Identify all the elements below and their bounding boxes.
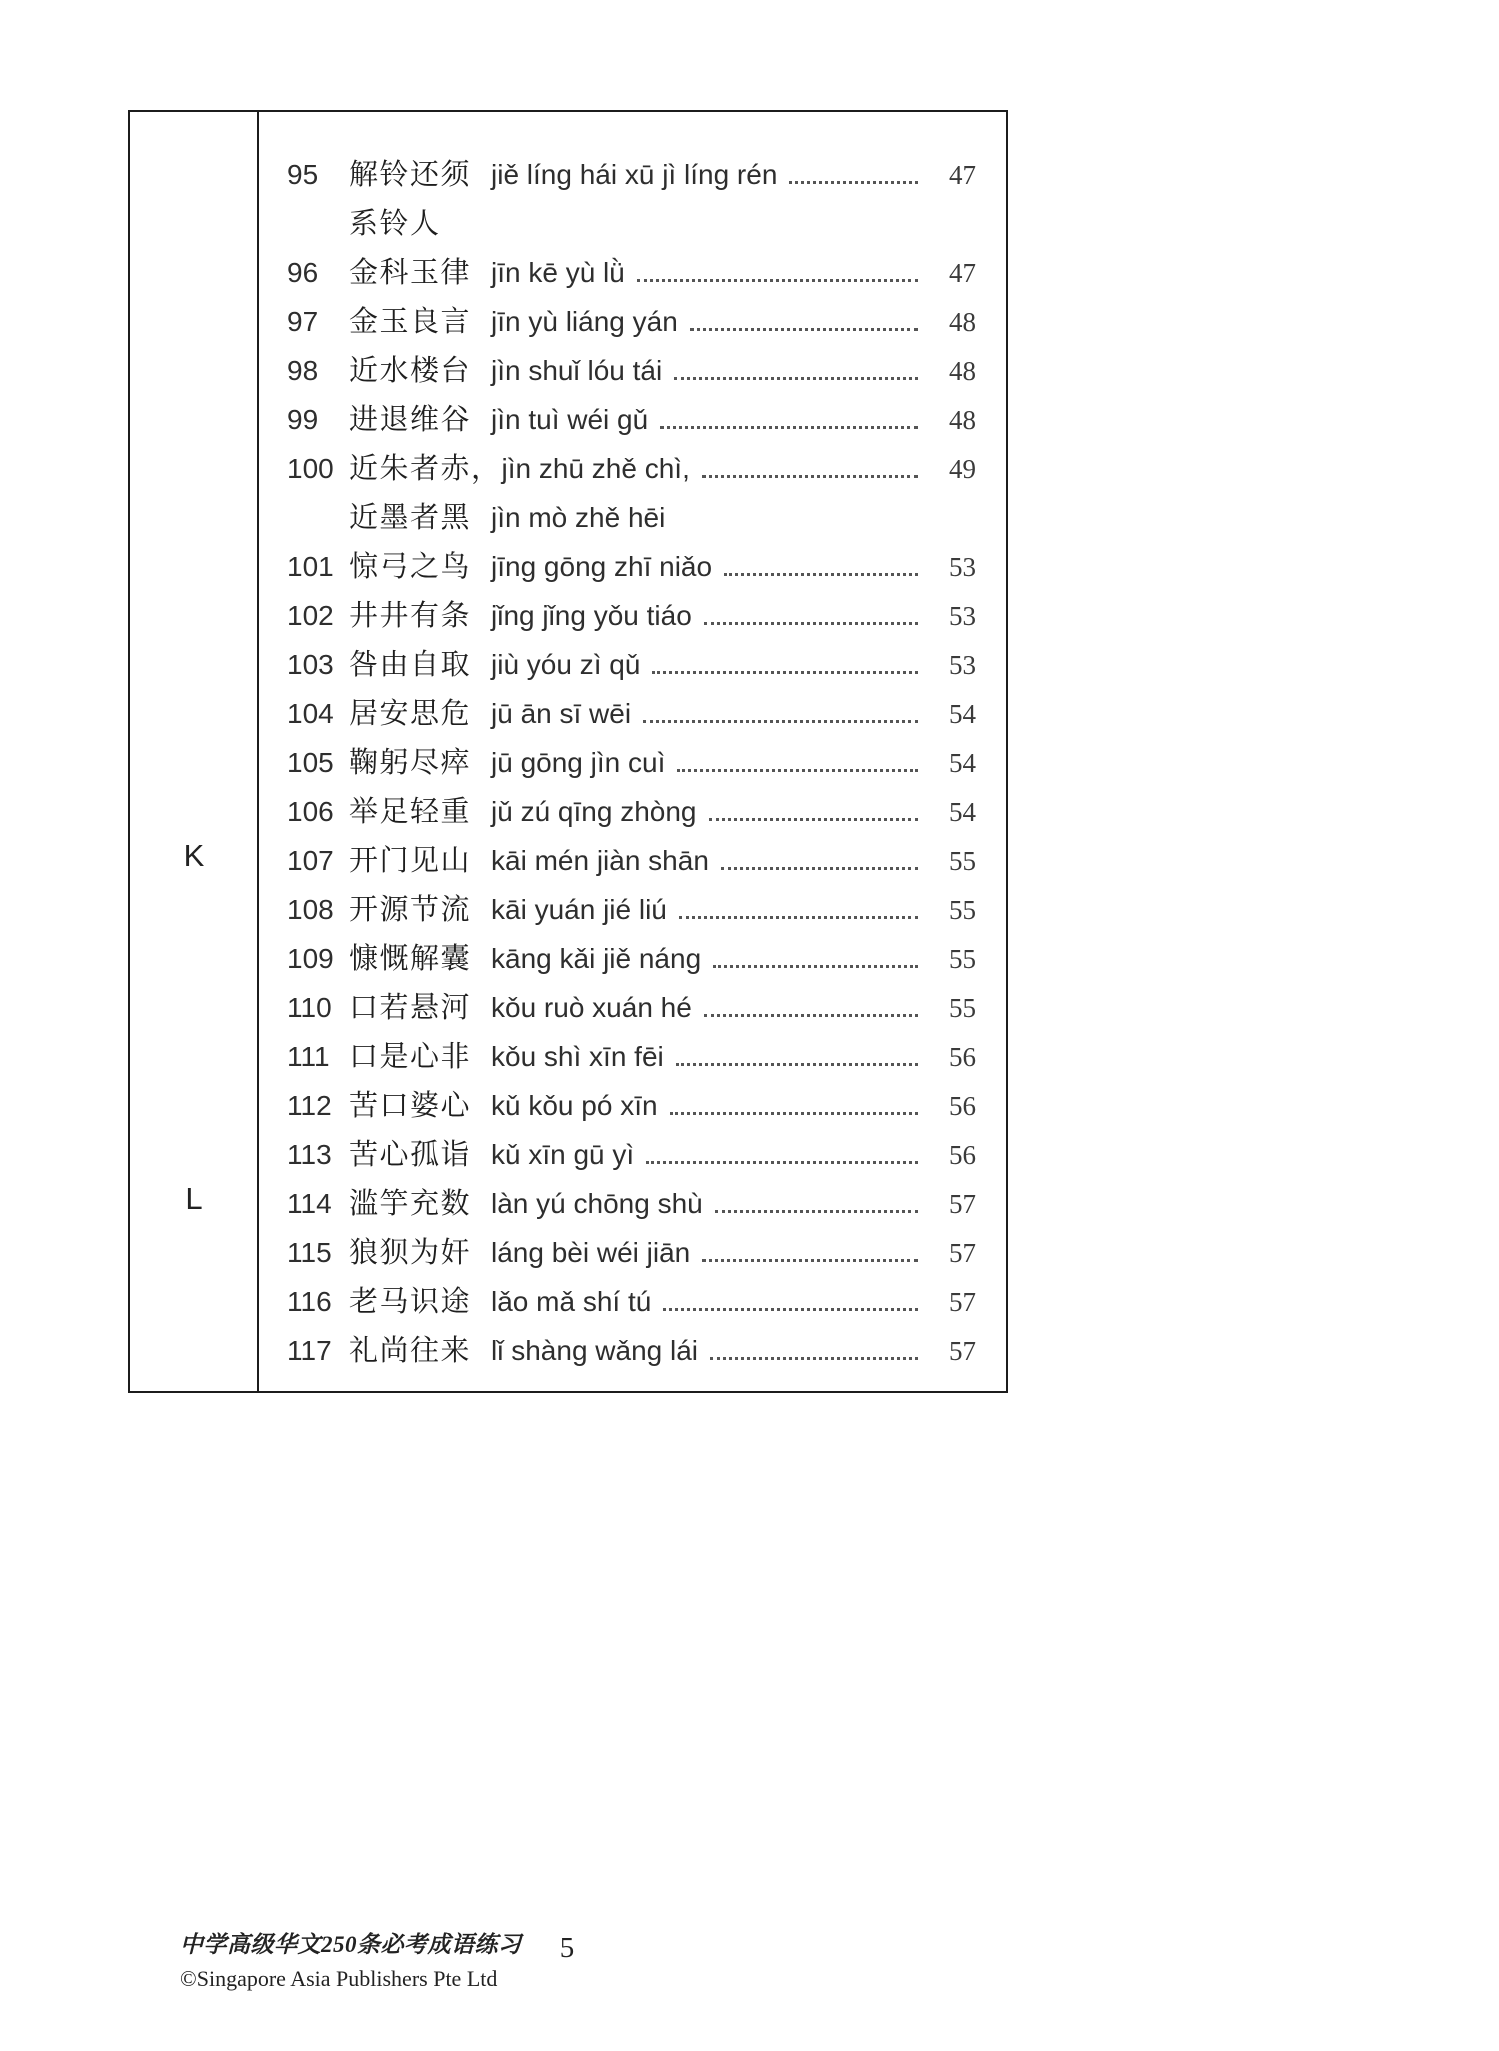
dot-leader bbox=[702, 1257, 918, 1262]
toc-row bbox=[287, 201, 976, 250]
dot-leader bbox=[646, 1159, 918, 1164]
entry-hanzi: 咎由自取 bbox=[349, 649, 472, 681]
toc-row bbox=[287, 397, 976, 446]
entry-page: 57 bbox=[949, 1336, 976, 1366]
dot-leader bbox=[690, 326, 918, 331]
dot-leader bbox=[724, 571, 918, 576]
dot-leader bbox=[637, 277, 918, 282]
entry-pinyin: jū gōng jìn cuì bbox=[491, 747, 666, 778]
entry-pinyin: jìn zhū zhě chì, bbox=[501, 453, 690, 484]
entry-pinyin: kāi yuán jié liú bbox=[491, 894, 667, 925]
section-letter: L bbox=[185, 1181, 203, 1216]
entry-number: 103 bbox=[287, 649, 334, 680]
entry-hanzi: 礼尚往来 bbox=[349, 1335, 472, 1367]
entry-hanzi: 近墨者黑 bbox=[349, 502, 472, 534]
entry-pinyin: jìn mò zhě hēi bbox=[491, 502, 666, 533]
entry-number: 95 bbox=[287, 159, 319, 190]
entry-page: 57 bbox=[949, 1189, 976, 1219]
entry-hanzi: 井井有条 bbox=[349, 600, 472, 632]
entry-pinyin: làn yú chōng shù bbox=[491, 1188, 703, 1219]
entry-hanzi: 鞠躬尽瘁 bbox=[349, 747, 472, 779]
dot-leader bbox=[704, 1012, 918, 1017]
dot-leader bbox=[789, 179, 918, 184]
toc-row bbox=[287, 789, 976, 838]
entry-number: 96 bbox=[287, 257, 319, 288]
entry-page: 48 bbox=[949, 405, 976, 435]
toc-row bbox=[287, 348, 976, 397]
toc-rows bbox=[183, 112, 1006, 1391]
entry-pinyin: lǐ shàng wǎng lái bbox=[491, 1335, 699, 1366]
toc-row bbox=[287, 495, 976, 544]
toc-row bbox=[287, 887, 976, 936]
dot-leader bbox=[721, 865, 918, 870]
entry-hanzi: 近朱者赤， bbox=[349, 453, 502, 485]
toc-row bbox=[287, 250, 976, 299]
toc-row bbox=[287, 936, 976, 985]
dot-leader bbox=[702, 473, 918, 478]
entry-number: 109 bbox=[287, 943, 334, 974]
entry-page: 47 bbox=[949, 258, 976, 288]
toc-row bbox=[287, 642, 976, 691]
footer bbox=[180, 1926, 522, 1992]
dot-leader bbox=[676, 1061, 918, 1066]
entry-hanzi: 金科玉律 bbox=[349, 257, 472, 289]
toc-row bbox=[287, 691, 976, 740]
dot-leader bbox=[713, 963, 918, 968]
dot-leader bbox=[663, 1306, 918, 1311]
entry-number: 111 bbox=[287, 1041, 330, 1072]
entry-number: 97 bbox=[287, 306, 319, 337]
toc-row bbox=[287, 1132, 976, 1181]
entry-pinyin: kāng kǎi jiě náng bbox=[491, 943, 702, 974]
dot-leader bbox=[660, 424, 918, 429]
entry-hanzi: 金玉良言 bbox=[349, 306, 472, 338]
entry-number: 114 bbox=[287, 1188, 332, 1219]
entry-pinyin: láng bèi wéi jiān bbox=[491, 1237, 691, 1268]
entry-hanzi: 解铃还须 bbox=[349, 159, 472, 191]
entry-pinyin: jìn shuǐ lóu tái bbox=[491, 355, 663, 386]
entry-pinyin: jiě líng hái xū jì líng rén bbox=[491, 159, 778, 190]
entry-page: 53 bbox=[949, 552, 976, 582]
toc-row bbox=[287, 1230, 976, 1279]
dot-leader bbox=[677, 525, 918, 527]
entry-hanzi: 近水楼台 bbox=[349, 355, 472, 387]
dot-leader bbox=[679, 914, 918, 919]
entry-hanzi: 举足轻重 bbox=[349, 796, 472, 828]
dot-leader bbox=[670, 1110, 918, 1115]
entry-pinyin: kāi mén jiàn shān bbox=[491, 845, 709, 876]
toc-row bbox=[287, 1034, 976, 1083]
entry-page: 57 bbox=[949, 1238, 976, 1268]
entry-pinyin: lǎo mǎ shí tú bbox=[491, 1286, 652, 1317]
entry-page: 56 bbox=[949, 1140, 976, 1170]
dot-leader bbox=[715, 1208, 918, 1213]
entry-number: 107 bbox=[287, 845, 334, 876]
dot-leader bbox=[643, 718, 918, 723]
entry-page: 55 bbox=[949, 846, 976, 876]
entry-hanzi: 慷慨解囊 bbox=[349, 943, 472, 975]
entry-pinyin: jīn yù liáng yán bbox=[491, 306, 678, 337]
entry-hanzi: 开门见山 bbox=[349, 845, 472, 877]
entry-page: 55 bbox=[949, 944, 976, 974]
entry-number: 104 bbox=[287, 698, 334, 729]
entry-number: 101 bbox=[287, 551, 334, 582]
footer-book-title: 中学高级华文250条必考成语练习 bbox=[180, 1932, 522, 1957]
entry-hanzi: 狼狈为奸 bbox=[349, 1237, 472, 1269]
toc-row bbox=[287, 985, 976, 1034]
entry-number: 105 bbox=[287, 747, 334, 778]
entry-page: 56 bbox=[949, 1091, 976, 1121]
dot-leader bbox=[674, 375, 918, 380]
entry-page: 57 bbox=[949, 1287, 976, 1317]
entry-number: 116 bbox=[287, 1286, 332, 1317]
entry-hanzi: 惊弓之鸟 bbox=[349, 551, 472, 583]
entry-page: 54 bbox=[949, 797, 976, 827]
toc-row bbox=[287, 1083, 976, 1132]
entry-hanzi: 口是心非 bbox=[349, 1041, 472, 1073]
entry-pinyin: jìn tuì wéi gǔ bbox=[491, 404, 649, 435]
dot-leader bbox=[704, 620, 918, 625]
entry-page: 47 bbox=[949, 160, 976, 190]
entry-page: 48 bbox=[949, 307, 976, 337]
entry-number: 112 bbox=[287, 1090, 332, 1121]
entry-number: 100 bbox=[287, 453, 334, 484]
entry-page: 55 bbox=[949, 993, 976, 1023]
toc-row bbox=[287, 593, 976, 642]
entry-hanzi: 苦口婆心 bbox=[349, 1090, 472, 1122]
entry-pinyin: kǒu shì xīn fēi bbox=[491, 1041, 664, 1072]
entry-hanzi: 苦心孤诣 bbox=[349, 1139, 472, 1171]
entry-page: 49 bbox=[949, 454, 976, 484]
toc-row bbox=[183, 838, 976, 887]
toc-row bbox=[185, 1181, 976, 1230]
entry-pinyin: jū ān sī wēi bbox=[491, 698, 632, 729]
entry-hanzi: 口若悬河 bbox=[349, 992, 472, 1024]
entry-number: 113 bbox=[287, 1139, 332, 1170]
entry-page: 54 bbox=[949, 699, 976, 729]
toc-row bbox=[287, 544, 976, 593]
entry-hanzi: 开源节流 bbox=[349, 894, 472, 926]
dot-leader bbox=[652, 669, 918, 674]
toc-row bbox=[287, 299, 976, 348]
dot-leader bbox=[503, 231, 918, 233]
entry-pinyin: jiù yóu zì qǔ bbox=[491, 649, 641, 680]
entry-hanzi: 老马识途 bbox=[349, 1286, 472, 1318]
entry-pinyin: jīng gōng zhī niǎo bbox=[491, 551, 713, 582]
entry-number: 117 bbox=[287, 1335, 332, 1366]
entry-page: 56 bbox=[949, 1042, 976, 1072]
entry-hanzi: 系铃人 bbox=[349, 208, 441, 240]
entry-pinyin: kǔ kǒu pó xīn bbox=[491, 1090, 658, 1121]
entry-page: 48 bbox=[949, 356, 976, 386]
toc-row bbox=[287, 1328, 976, 1377]
toc-row bbox=[287, 1279, 976, 1328]
entry-pinyin: kǒu ruò xuán hé bbox=[491, 992, 692, 1023]
page-number: 5 bbox=[559, 1932, 575, 1964]
entry-number: 108 bbox=[287, 894, 334, 925]
entry-page: 54 bbox=[949, 748, 976, 778]
entry-hanzi: 进退维谷 bbox=[349, 404, 472, 436]
entry-number: 115 bbox=[287, 1237, 332, 1268]
entry-page: 53 bbox=[949, 650, 976, 680]
entry-number: 98 bbox=[287, 355, 319, 386]
entry-number: 102 bbox=[287, 600, 334, 631]
footer-copyright: ©Singapore Asia Publishers Pte Ltd bbox=[180, 1966, 498, 1991]
entry-pinyin: jǐng jǐng yǒu tiáo bbox=[491, 600, 692, 631]
entry-page: 55 bbox=[949, 895, 976, 925]
entry-pinyin: kǔ xīn gū yì bbox=[491, 1139, 635, 1170]
entry-number: 106 bbox=[287, 796, 334, 827]
toc-row bbox=[287, 740, 976, 789]
entry-page: 53 bbox=[949, 601, 976, 631]
entry-hanzi: 滥竽充数 bbox=[349, 1188, 472, 1220]
entry-pinyin: jīn kē yù lǜ bbox=[491, 257, 625, 288]
entry-pinyin: jǔ zú qīng zhòng bbox=[491, 796, 697, 827]
toc-box bbox=[128, 110, 1008, 1393]
toc-row bbox=[287, 446, 976, 495]
dot-leader bbox=[709, 816, 919, 821]
toc-row bbox=[287, 152, 976, 201]
dot-leader bbox=[710, 1355, 918, 1360]
entry-number: 99 bbox=[287, 404, 319, 435]
entry-number: 110 bbox=[287, 992, 332, 1023]
dot-leader bbox=[677, 767, 918, 772]
section-letter: K bbox=[183, 838, 205, 873]
entry-hanzi: 居安思危 bbox=[349, 698, 472, 730]
